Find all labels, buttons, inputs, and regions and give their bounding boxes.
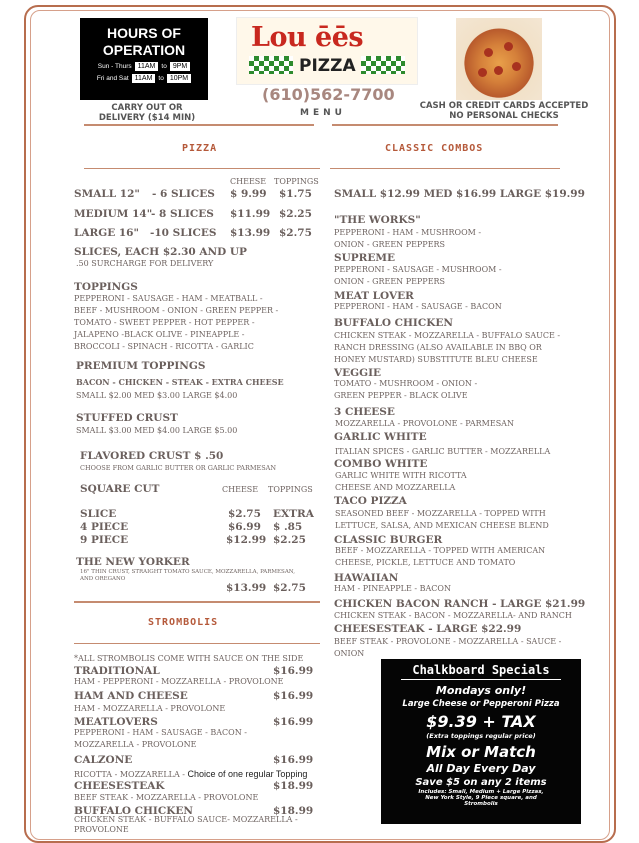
payment-line2: NO PERSONAL CHECKS — [449, 111, 559, 121]
square-4piece-name: 4 PIECE — [80, 521, 129, 533]
combo-cbr-desc: CHICKEN STEAK - BACON - MOZZARELLA- AND RANCH — [334, 611, 572, 620]
size-medium-toppings: $2.25 — [279, 208, 312, 220]
desc-line: CHEESE, PICKLE, LETTUCE AND TOMATO — [335, 558, 516, 567]
chalk-line5: Mix or Match — [426, 743, 536, 761]
logo-name: Lou ēēs — [251, 22, 364, 53]
hours-row-weekend — [80, 74, 208, 83]
hours-weekday-close: 9PM — [170, 62, 190, 71]
combos-divider — [330, 168, 560, 169]
desc-line: PROVOLONE — [74, 825, 129, 834]
size-medium-name: MEDIUM 14" — [74, 208, 153, 220]
desc-line: RICOTTA - MOZZARELLA - — [74, 770, 188, 779]
stuffed-prices: SMALL $3.00 MED $4.00 LARGE $5.00 — [76, 426, 238, 435]
desc-line: CHICKEN STEAK - MOZZARELLA - BUFFALO SAUCE - — [334, 331, 561, 340]
pizza-section-title: PIZZA — [182, 143, 218, 154]
stromboli-cheesesteak-desc: BEEF STEAK - MOZZARELLA - PROVOLONE — [74, 793, 259, 802]
stromboli-calzone-price: $16.99 — [273, 754, 314, 766]
size-large-name: LARGE 16" — [74, 227, 139, 239]
chalk-line3: $9.39 + TAX — [426, 712, 536, 731]
stromboli-hamcheese-price: $16.99 — [273, 690, 314, 702]
strombolis-note: *ALL STROMBOLIS COME WITH SAUCE ON THE SIDE — [74, 654, 304, 663]
combo-supreme-name: SUPREME — [334, 252, 395, 264]
hours-weekend-to: to — [158, 75, 164, 82]
combo-veggie-name: VEGGIE — [334, 367, 381, 379]
logo-checker-left — [249, 56, 293, 74]
combo-3cheese-name: 3 CHEESE — [334, 406, 395, 418]
stromboli-calzone-name: CALZONE — [74, 754, 133, 766]
chalk-line7: Save $5 on any 2 items — [415, 777, 547, 788]
desc-line: ONION - GREEN PEPPERS — [334, 277, 446, 286]
chalk-line10: Strombolis — [464, 801, 498, 807]
size-small-toppings: $1.75 — [279, 188, 312, 200]
combo-cheesesteak-desc — [334, 636, 561, 660]
combo-garlicwhite-name: GARLIC WHITE — [334, 431, 427, 443]
square-col-toppings: TOPPINGS — [268, 485, 313, 494]
flavored-note: CHOOSE FROM GARLIC BUTTER OR GARLIC PARMESAN — [80, 464, 277, 472]
hours-row-weekday — [80, 62, 208, 71]
hours-weekday-open: 11AM — [135, 62, 159, 71]
desc-line: GARLIC WHITE WITH RICOTTA — [335, 471, 467, 480]
stromboli-cheesesteak-name: CHEESESTEAK — [74, 780, 165, 792]
square-slice-toppings: EXTRA — [273, 508, 314, 520]
toppings-line: JALAPENO -BLACK OLIVE - PINEAPPLE - — [74, 330, 245, 339]
square-4piece-cheese: $6.99 — [228, 521, 261, 533]
combo-buffalo-desc — [334, 330, 560, 366]
square-9piece-cheese: $12.99 — [226, 534, 267, 546]
stromboli-meatlovers-desc — [74, 727, 247, 751]
hours-weekday-label: Sun - Thurs — [97, 63, 132, 70]
chalk-title: Chalkboard Specials — [412, 663, 550, 677]
chalk-underline — [401, 679, 561, 680]
hours-title-line1: HOURS OF — [107, 25, 181, 41]
slices-note: .50 SURCHARGE FOR DELIVERY — [76, 259, 214, 268]
toppings-list — [74, 293, 278, 353]
hours-weekend-close: 10PM — [167, 74, 191, 83]
combo-garlicwhite-desc: ITALIAN SPICES - GARLIC BUTTER - MOZZARELLA — [335, 447, 551, 456]
premium-prices: SMALL $2.00 MED $3.00 LARGE $4.00 — [76, 391, 238, 400]
square-col-cheese: CHEESE — [222, 485, 259, 494]
carry-out-line2: DELIVERY ($14 MIN) — [98, 113, 196, 123]
square-9piece-name: 9 PIECE — [80, 534, 129, 546]
stromboli-buffalo-name: BUFFALO CHICKEN — [74, 805, 193, 817]
desc-line: CHEESE AND MOZZARELLA — [335, 483, 456, 492]
size-large-cheese: $13.99 — [230, 227, 271, 239]
desc-line: LETTUCE, SALSA, AND MEXICAN CHEESE BLEND — [335, 521, 549, 530]
square-4piece-toppings: $ .85 — [273, 521, 303, 533]
combo-meatlover-desc: PEPPERONI - HAM - SAUSAGE - BACON — [334, 302, 502, 311]
logo-pizza-word: PIZZA — [299, 56, 356, 76]
square-slice-name: SLICE — [80, 508, 117, 520]
strombolis-divider-top — [74, 601, 320, 603]
newyorker-desc1: 16" THIN CRUST, STRAIGHT TOMATO SAUCE, MOZZARELLA, PARMESAN, — [80, 569, 296, 575]
stromboli-traditional-name: TRADITIONAL — [74, 665, 160, 677]
combos-section-title: CLASSIC COMBOS — [385, 143, 484, 154]
newyorker-desc2: AND OREGANO — [80, 576, 126, 582]
restaurant-logo — [236, 17, 418, 85]
toppings-line: TOMATO - SWEET PEPPER - HOT PEPPER - — [74, 318, 255, 327]
hours-weekend-open: 11AM — [132, 74, 156, 83]
combo-combowhite-desc — [335, 470, 467, 494]
hours-weekend-label: Fri and Sat — [96, 75, 129, 82]
menu-heading: MENU — [300, 108, 346, 118]
header-divider-left — [84, 124, 314, 126]
toppings-title: TOPPINGS — [74, 281, 138, 293]
combo-hawaiian-desc: HAM - PINEAPPLE - BACON — [334, 584, 451, 593]
size-small-slices: - 6 SLICES — [152, 188, 215, 200]
toppings-line: BEEF - MUSHROOM - ONION - GREEN PEPPER - — [74, 306, 279, 315]
desc-line: RANCH DRESSING (ALSO AVAILABLE IN BBQ OR — [334, 343, 542, 352]
chalkboard-specials — [381, 659, 581, 824]
desc-line: GREEN PEPPER - BLACK OLIVE — [334, 391, 468, 400]
stromboli-cheesesteak-price: $18.99 — [273, 780, 314, 792]
size-small-cheese: $ 9.99 — [230, 188, 267, 200]
size-medium-slices: - 8 SLICES — [151, 208, 214, 220]
desc-line: TOMATO - MUSHROOM - ONION - — [334, 379, 478, 388]
size-medium-cheese: $11.99 — [230, 208, 271, 220]
calzone-extra-note: Choice of one regular Topping — [187, 769, 308, 779]
square-9piece-toppings: $2.25 — [273, 534, 306, 546]
combo-burger-name: CLASSIC BURGER — [334, 534, 443, 546]
square-slice-cheese: $2.75 — [228, 508, 261, 520]
size-small-name: SMALL 12" — [74, 188, 140, 200]
desc-line: ONION - GREEN PEPPERS — [334, 240, 446, 249]
desc-line: PEPPERONI - HAM - SAUSAGE - BACON - — [74, 728, 247, 737]
chalk-line4: (Extra toppings regular price) — [426, 732, 536, 740]
size-large-toppings: $2.75 — [279, 227, 312, 239]
hours-title-line2: OPERATION — [102, 42, 186, 58]
combo-taco-desc — [335, 508, 549, 532]
payment-line1: CASH OR CREDIT CARDS ACCEPTED — [419, 101, 589, 111]
stromboli-meatlovers-price: $16.99 — [273, 716, 314, 728]
desc-line: PEPPERONI - SAUSAGE - MUSHROOM - — [334, 265, 502, 274]
header-divider-right — [332, 124, 558, 126]
pizza-photo — [456, 18, 542, 100]
pizza-divider — [84, 168, 320, 169]
stromboli-buffalo-desc — [74, 815, 298, 835]
combo-meatlover-name: MEAT LOVER — [334, 290, 414, 302]
stromboli-hamcheese-name: HAM AND CHEESE — [74, 690, 188, 702]
desc-line: BEEF STEAK - PROVOLONE - MOZZARELLA - SAUCE - — [334, 637, 562, 646]
pizza-col-cheese: CHEESE — [230, 177, 267, 186]
desc-line: CHICKEN STEAK - BUFFALO SAUCE- MOZZARELLA - — [74, 815, 298, 824]
combo-taco-name: TACO PIZZA — [334, 495, 407, 507]
carry-out-line1: CARRY OUT OR — [111, 103, 183, 113]
strombolis-divider-bottom — [74, 643, 320, 644]
payment-note — [404, 101, 604, 121]
newyorker-cheese: $13.99 — [226, 582, 267, 594]
combo-supreme-desc — [334, 264, 502, 288]
newyorker-toppings: $2.75 — [273, 582, 306, 594]
combo-hawaiian-name: HAWAIIAN — [334, 572, 399, 584]
combo-buffalo-name: BUFFALO CHICKEN — [334, 317, 453, 329]
stromboli-meatlovers-name: MEATLOVERS — [74, 716, 158, 728]
toppings-line: PEPPERONI - SAUSAGE - HAM - MEATBALL - — [74, 294, 263, 303]
combo-works-name: "THE WORKS" — [334, 214, 421, 226]
combo-3cheese-desc: MOZZARELLA - PROVOLONE - PARMESAN — [335, 419, 514, 428]
logo-checker-right — [361, 56, 405, 74]
chalk-line9: New York Style, 9 Piece square, and — [425, 795, 537, 801]
toppings-line: BROCCOLI - SPINACH - RICOTTA - GARLIC — [74, 342, 254, 351]
combos-prices: SMALL $12.99 MED $16.99 LARGE $19.99 — [334, 188, 585, 200]
combo-burger-desc — [335, 545, 545, 569]
combo-cbr-name: CHICKEN BACON RANCH - LARGE $21.99 — [334, 598, 586, 610]
phone-number[interactable]: (610)562-7700 — [262, 85, 395, 104]
square-title: SQUARE CUT — [80, 483, 160, 495]
combo-combowhite-name: COMBO WHITE — [334, 458, 428, 470]
size-large-slices: -10 SLICES — [150, 227, 217, 239]
premium-items: BACON - CHICKEN - STEAK - EXTRA CHEESE — [76, 377, 284, 387]
slices-title: SLICES, EACH $2.30 AND UP — [74, 246, 247, 258]
pizza-col-toppings: TOPPINGS — [274, 177, 319, 186]
newyorker-title: THE NEW YORKER — [76, 556, 190, 568]
desc-line: BEEF - MOZZARELLA - TOPPED WITH AMERICAN — [335, 546, 546, 555]
desc-line: ONION — [334, 649, 365, 658]
strombolis-section-title: STROMBOLIS — [148, 617, 219, 628]
chalk-line8: Includes: Small, Medium + Large Pizzas, — [418, 789, 544, 795]
desc-line: HONEY MUSTARD) SUBSTITUTE BLEU CHEESE — [334, 355, 538, 364]
carry-out-note — [72, 103, 222, 123]
hours-of-operation-box — [80, 18, 208, 100]
stromboli-traditional-price: $16.99 — [273, 665, 314, 677]
chalk-line2: Large Cheese or Pepperoni Pizza — [402, 699, 560, 709]
stromboli-traditional-desc: HAM - PEPPERONI - MOZZARELLA - PROVOLONE — [74, 677, 284, 686]
flavored-title: FLAVORED CRUST $ .50 — [80, 450, 224, 462]
desc-line: MOZZARELLA - PROVOLONE — [74, 740, 197, 749]
desc-line: SEASONED BEEF - MOZZARELLA - TOPPED WITH — [335, 509, 546, 518]
chalk-line6: All Day Every Day — [426, 762, 536, 775]
stromboli-buffalo-price: $18.99 — [273, 805, 314, 817]
combo-cheesesteak-name: CHEESESTEAK - LARGE $22.99 — [334, 623, 522, 635]
premium-title: PREMIUM TOPPINGS — [76, 360, 206, 372]
hours-weekday-to: to — [161, 63, 167, 70]
combo-veggie-desc — [334, 378, 477, 402]
stuffed-title: STUFFED CRUST — [76, 412, 178, 424]
combo-works-desc — [334, 227, 481, 251]
chalk-line1: Mondays only! — [435, 684, 527, 697]
desc-line: PEPPERONI - HAM - MUSHROOM - — [334, 228, 482, 237]
stromboli-hamcheese-desc: HAM - MOZZARELLA - PROVOLONE — [74, 704, 226, 713]
